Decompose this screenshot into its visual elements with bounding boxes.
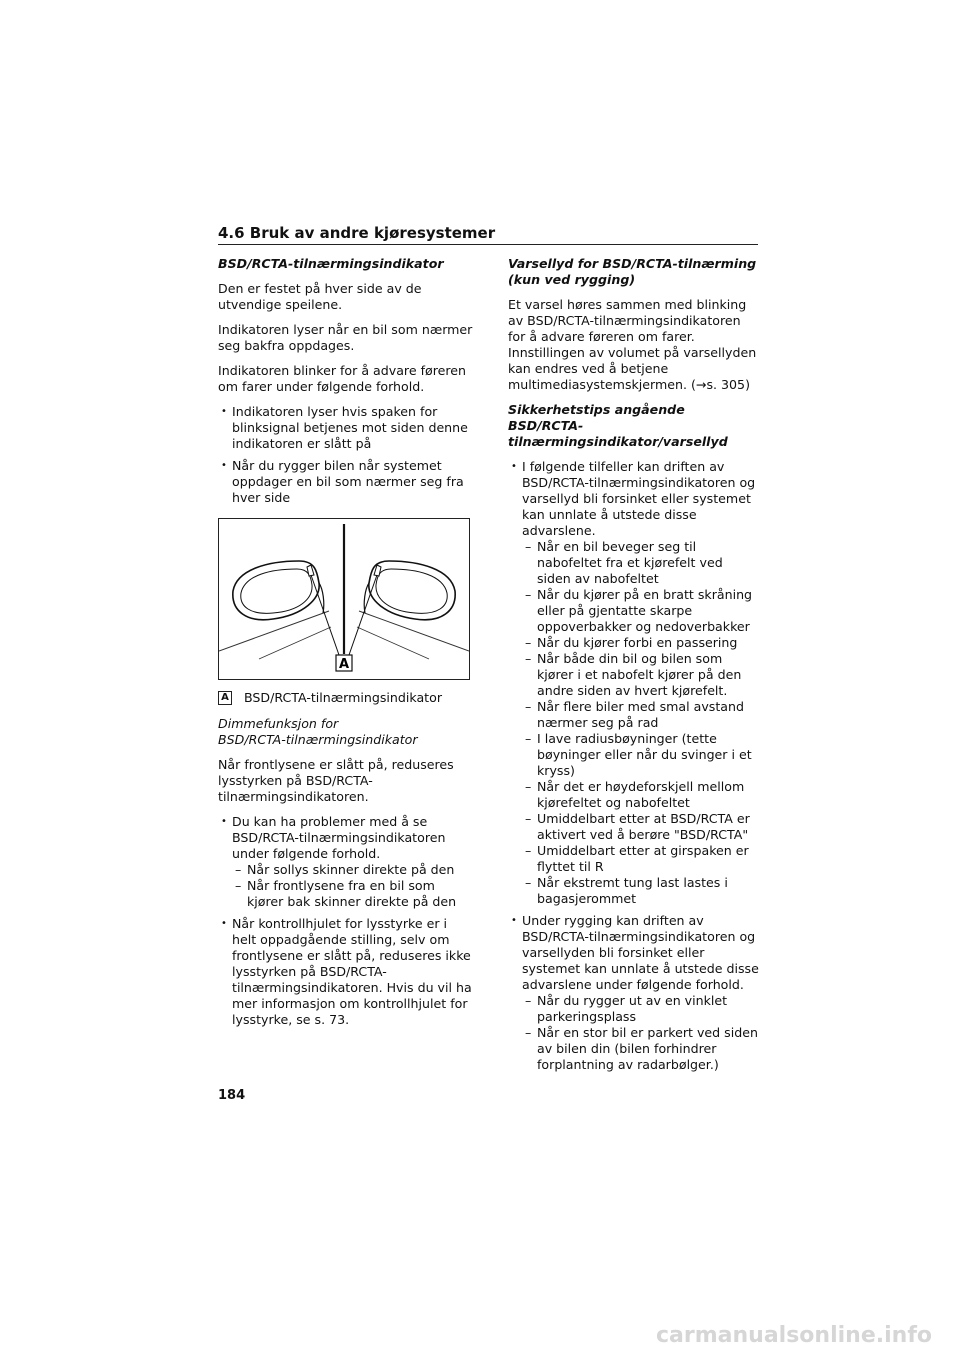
figure-caption: [218, 690, 473, 706]
left-bullet-list-2: [218, 814, 473, 1028]
dash-list: [232, 862, 473, 910]
dash-item: – Når det er høydeforskjell mellom kjørefeltet og nabofeltet: [522, 779, 760, 811]
dimming-heading-line-1: Dimmefunksjon for: [218, 716, 339, 731]
left-paragraph-2: Indikatoren lyser når en bil som nærmer seg bakfra oppdages.: [218, 322, 473, 353]
bullet-intro: Du kan ha problemer med å se BSD/RCTA-tilnærmingsindikatoren under følgende forhold.: [232, 814, 446, 861]
dash-item: – Når en bil beveger seg til nabofeltet fra et kjørefelt ved siden av nabofeltet: [522, 539, 760, 587]
dimming-heading: [218, 716, 473, 748]
left-column: [218, 256, 473, 1037]
section-divider: [218, 244, 758, 245]
list-item: • Når kontrollhjulet for lysstyrke er i helt oppadgående stilling, selv om frontlysene er slått på, reduseres ikke lysstyrken på BSD/RCTA-tilnærmingsindikatoren. Hvis du vil ha mer informasjon om kontrollhjulet for lysstyrke, se s. 73.: [218, 916, 473, 1028]
right-column: [508, 256, 760, 1082]
left-heading: BSD/RCTA-tilnærmingsindikator: [218, 256, 444, 271]
bullet-intro: I følgende tilfeller kan driften av BSD/RCTA-tilnærmingsindikatoren og varsellyd bli forsinket eller systemet kan unnlate å utstede disse advarslene.: [522, 459, 756, 538]
dash-item: – Når du rygger ut av en vinklet parkeringsplass: [522, 993, 760, 1025]
list-item: • Indikatoren lyser hvis spaken for blinksignal betjenes mot siden denne indikatoren er slått på: [218, 404, 473, 452]
mirror-illustration: [218, 518, 470, 680]
dash-item: – I lave radiusbøyninger (tette bøyninger eller når du svinger i et kryss): [522, 731, 760, 779]
dash-item: – Når både din bil og bilen som kjører i et nabofelt kjører på den andre siden av hvert kjørefelt.: [522, 651, 760, 699]
list-item: [508, 459, 760, 907]
dash-list: [522, 993, 760, 1073]
right-heading: Varsellyd for BSD/RCTA-tilnærming (kun ved rygging): [508, 256, 757, 287]
dash-item: – Når flere biler med smal avstand nærmer seg på rad: [522, 699, 760, 731]
list-item: [218, 814, 473, 910]
left-paragraph-1: Den er festet på hver side av de utvendige speilene.: [218, 281, 422, 312]
left-paragraph-3: Indikatoren blinker for å advare føreren om farer under følgende forhold.: [218, 363, 466, 394]
mirror-drawing: [219, 519, 469, 679]
caption-badge: A: [218, 691, 232, 705]
dash-item: – Når en stor bil er parkert ved siden av bilen din (bilen forhindrer forplantning av radarbølger.): [522, 1025, 760, 1073]
list-item: • Når du rygger bilen når systemet oppdager en bil som nærmer seg fra hver side: [218, 458, 473, 506]
figure-callout-label: A: [338, 657, 350, 672]
dash-list: [522, 539, 760, 907]
dash-item: – Når frontlysene fra en bil som kjører bak skinner direkte på den: [232, 878, 473, 910]
dimming-heading-line-2: BSD/RCTA-tilnærmingsindikator: [218, 732, 418, 747]
dash-item: – Umiddelbart etter at girspaken er flyttet til R: [522, 843, 760, 875]
left-paragraph-4: Når frontlysene er slått på, reduseres lysstyrken på BSD/RCTA-tilnærmingsindikatoren.: [218, 757, 454, 804]
list-item: [508, 913, 760, 1073]
right-bullet-list: [508, 459, 760, 1073]
caption-text: BSD/RCTA-tilnærmingsindikator: [244, 690, 442, 705]
dash-item: – Når ekstremt tung last lastes i bagasjerommet: [522, 875, 760, 907]
right-paragraph-1: Et varsel høres sammen med blinking av BSD/RCTA-tilnærmingsindikatoren for å advare føreren om farer. Innstillingen av volumet på varsellyden kan endres ved å betjene multimediasystemskjermen. (→s. 305): [508, 297, 757, 392]
dash-item: – Når sollys skinner direkte på den: [232, 862, 473, 878]
watermark: carmanualsonline.info: [656, 1323, 932, 1348]
page-number: 184: [218, 1088, 246, 1103]
right-heading-2: Sikkerhetstips angående BSD/RCTA-tilnærmingsindikator/varsellyd: [508, 402, 728, 449]
dash-item: – Umiddelbart etter at BSD/RCTA er aktivert ved å berøre "BSD/RCTA": [522, 811, 760, 843]
section-title: 4.6 Bruk av andre kjøresystemer: [218, 224, 496, 242]
left-bullet-list: [218, 404, 473, 506]
dash-item: – Når du kjører forbi en passering: [522, 635, 760, 651]
dash-item: – Når du kjører på en bratt skråning eller på gjentatte skarpe oppoverbakker og nedoverbakker: [522, 587, 760, 635]
bullet-intro: Under rygging kan driften av BSD/RCTA-tilnærmingsindikatoren og varsellyden bli forsinket eller systemet kan unnlate å utstede disse advarslene under følgende forhold.: [522, 913, 759, 992]
